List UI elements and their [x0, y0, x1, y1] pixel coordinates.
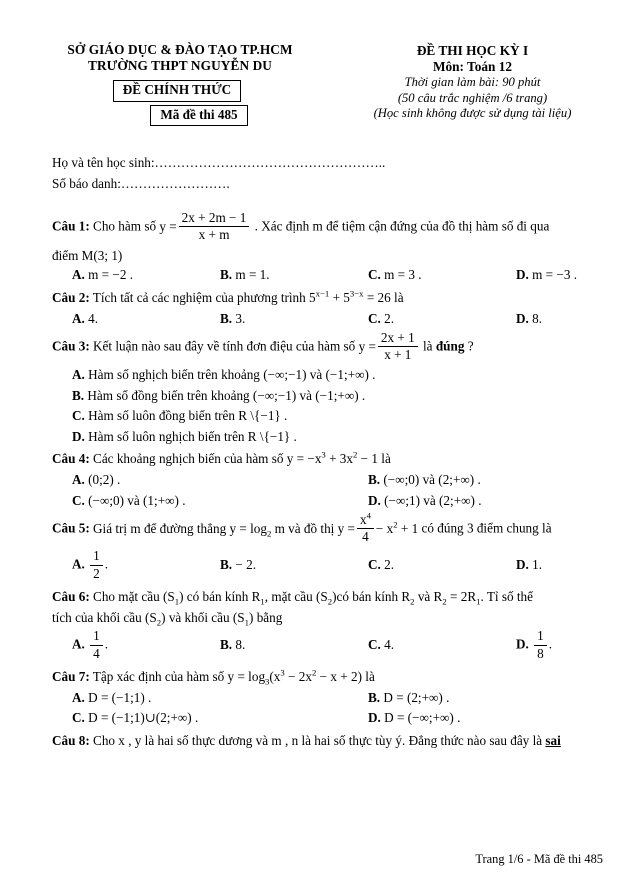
question-4-option-c[interactable]: C. (−∞;0) và (1;+∞) . [72, 492, 186, 508]
official-exam-badge: ĐỀ CHÍNH THỨC [113, 80, 241, 102]
exam-duration: Thời gian làm bài: 90 phút [404, 75, 541, 90]
question-3-stem [52, 331, 607, 364]
question-4-text-before: Các khoảng nghịch biến của hàm số [93, 451, 284, 467]
question-3-option-a[interactable]: A. Hàm số nghịch biến trên khoảng (−∞;−1) và (−1;+∞) . [72, 367, 376, 383]
question-2-stem [52, 288, 607, 308]
question-3-text-before: Kết luận nào sau đây về tính đơn điệu của hàm số [93, 338, 356, 354]
question-6-text-before: Cho mặt cầu $(S_1)$ có bán kính $R_1$, mặt cầu $(S_2)có$ bán kính $R_2$ và $R_2 = 2R_1$. Tỉ số thể [93, 588, 534, 607]
student-name-field[interactable]: Họ và tên học sinh:…………………………………………….. [52, 155, 386, 171]
question-6-options [52, 627, 607, 664]
code-badge-row [58, 105, 340, 127]
question-4 [52, 449, 607, 511]
exam-subject: Môn: Toán 12 [432, 59, 513, 75]
question-3-formula: y = $\frac{2x + 1}{x + 1}$ [359, 339, 423, 354]
question-1-stem [52, 211, 607, 244]
question-7-options [52, 688, 607, 729]
question-7 [52, 667, 607, 729]
question-6-text-cont: tích của khối cầu $(S_2)$ và khối cầu $(S_1)$ bằng [52, 609, 283, 628]
question-8-text-before: Cho x , y là hai số thực dương và m , n là hai số thực tùy ý. Đẳng thức nào sau đây là [93, 732, 543, 748]
exam-badges [20, 80, 340, 126]
candidate-info [52, 153, 625, 194]
question-4-option-d[interactable]: D. (−∞;1) và (2;+∞) . [368, 492, 482, 508]
question-2-label: Câu 2: [52, 289, 90, 305]
question-7-stem [52, 667, 607, 687]
question-8-stem [52, 731, 607, 751]
question-8-label: Câu 8: [52, 732, 90, 748]
question-1-option-a[interactable]: A. m = −2 . [72, 267, 134, 283]
question-8-emphasis: sai [545, 732, 561, 748]
question-7-option-c[interactable]: C. D = (−1;1)∪(2;+∞) . [72, 710, 199, 726]
question-6-option-c[interactable]: C. 4. [368, 637, 395, 653]
question-3-label: Câu 3: [52, 338, 90, 354]
question-8 [52, 731, 607, 751]
question-1 [52, 211, 607, 285]
question-4-option-b[interactable]: B. (−∞;0) và (2;+∞) . [368, 472, 481, 488]
question-list [0, 211, 625, 750]
question-5-formula: y = $\frac{x^4}{4}$ − $x^2 + 1$ [337, 510, 422, 545]
exam-title: ĐỀ THI HỌC KỲ I [416, 43, 529, 58]
question-2-text-after: là [394, 289, 404, 305]
question-4-text-after: là [381, 451, 391, 467]
question-2-option-b[interactable]: B. 3. [220, 310, 246, 326]
question-5-option-a[interactable]: A. $\frac{1}{2}$ . [72, 548, 109, 581]
question-7-text-before: Tập xác định của hàm số $y = \log_3(x^3 - 2x^2 - x + 2)$ là [92, 667, 375, 687]
question-5-option-d[interactable]: D. 1. [516, 557, 543, 573]
question-3-option-d[interactable]: D. Hàm số luôn nghịch biến trên R \{−1} . [72, 428, 297, 444]
question-4-option-a[interactable]: A. (0;2) . [72, 472, 121, 488]
question-5-stem [52, 510, 607, 546]
question-2-formula: $5^{x-1} + 5^{3-x} = 26$ [309, 288, 391, 305]
question-7-option-d[interactable]: D. D = (−∞;+∞) . [368, 710, 461, 726]
question-3-text-after: là đúng ? [423, 338, 474, 354]
school-block [20, 42, 340, 126]
exam-code-badge: Mã đề thi 485 [150, 105, 247, 127]
question-3-options [52, 365, 607, 447]
question-7-option-b[interactable]: B. D = (2;+∞) . [368, 689, 450, 705]
question-3 [52, 331, 607, 447]
question-2-option-a[interactable]: A. 4. [72, 310, 99, 326]
question-4-formula: $y = -x^3 + 3x^2 - 1$ [286, 449, 378, 467]
question-2-text-before: Tích tất cả các nghiệm của phương trình [92, 289, 306, 305]
question-5-label: Câu 5: [52, 520, 90, 536]
question-6 [52, 587, 607, 665]
question-6-option-b[interactable]: B. 8. [220, 637, 246, 653]
exam-structure: (50 câu trắc nghiệm /6 trang) [397, 90, 548, 105]
question-1-formula: y = $\frac{2x + 2m - 1}{x + m}$ [159, 219, 254, 234]
question-7-label: Câu 7: [52, 668, 90, 684]
question-1-text-before: Cho hàm số [93, 218, 157, 234]
exam-info-block [340, 42, 605, 122]
question-4-stem [52, 449, 607, 469]
document-header [0, 0, 625, 126]
question-5-option-b[interactable]: B. − 2. [220, 557, 257, 573]
question-6-stem [52, 587, 607, 607]
department-name: SỞ GIÁO DỤC & ĐÀO TẠO TP.HCM [67, 42, 293, 57]
question-7-option-a[interactable]: A. D = (−1;1) . [72, 689, 152, 705]
question-1-options [52, 265, 607, 285]
question-1-text-cont: điểm M(3; 1) [52, 247, 123, 263]
exam-note: (Học sinh không được sử dụng tài liệu) [373, 106, 572, 121]
question-1-text-after: . Xác định m để tiệm cận đứng của đồ thị hàm số đi qua [254, 218, 550, 234]
question-2-options [52, 309, 607, 329]
student-id-field[interactable]: Số báo danh:……………………. [52, 175, 230, 191]
question-3-option-b[interactable]: B. Hàm số đồng biến trên khoảng (−∞;−1) và (−1;+∞) . [72, 387, 366, 403]
question-2 [52, 288, 607, 330]
question-2-option-c[interactable]: C. 2. [368, 310, 395, 326]
question-1-label: Câu 1: [52, 218, 90, 234]
question-4-options [52, 470, 607, 511]
question-5-text-after: có đúng 3 điểm chung là [421, 520, 552, 536]
question-5 [52, 510, 607, 584]
official-badge-row [14, 80, 340, 102]
question-3-option-c[interactable]: C. Hàm số luôn đồng biến trên R \{−1} . [72, 408, 288, 424]
question-5-options [52, 547, 607, 584]
question-6-option-d[interactable]: D. $\frac{1}{8}$ . [516, 628, 553, 661]
question-1-option-d[interactable]: D. m = −3 . [516, 267, 578, 283]
question-5-text-before: Giá trị m để đường thẳng $y = \log_2 m$ và đồ thị [93, 520, 335, 539]
question-6-label: Câu 6: [52, 588, 90, 604]
school-name: TRƯỜNG THPT NGUYỄN DU [88, 57, 272, 73]
question-4-label: Câu 4: [52, 451, 90, 467]
question-1-option-b[interactable]: B. m = 1. [220, 267, 270, 283]
question-1-option-c[interactable]: C. m = 3 . [368, 267, 422, 283]
question-2-option-d[interactable]: D. 8. [516, 310, 543, 326]
question-6-option-a[interactable]: A. $\frac{1}{4}$ . [72, 628, 109, 661]
question-5-option-c[interactable]: C. 2. [368, 557, 395, 573]
page-footer: Trang 1/6 - Mã đề thi 485 [475, 852, 603, 866]
